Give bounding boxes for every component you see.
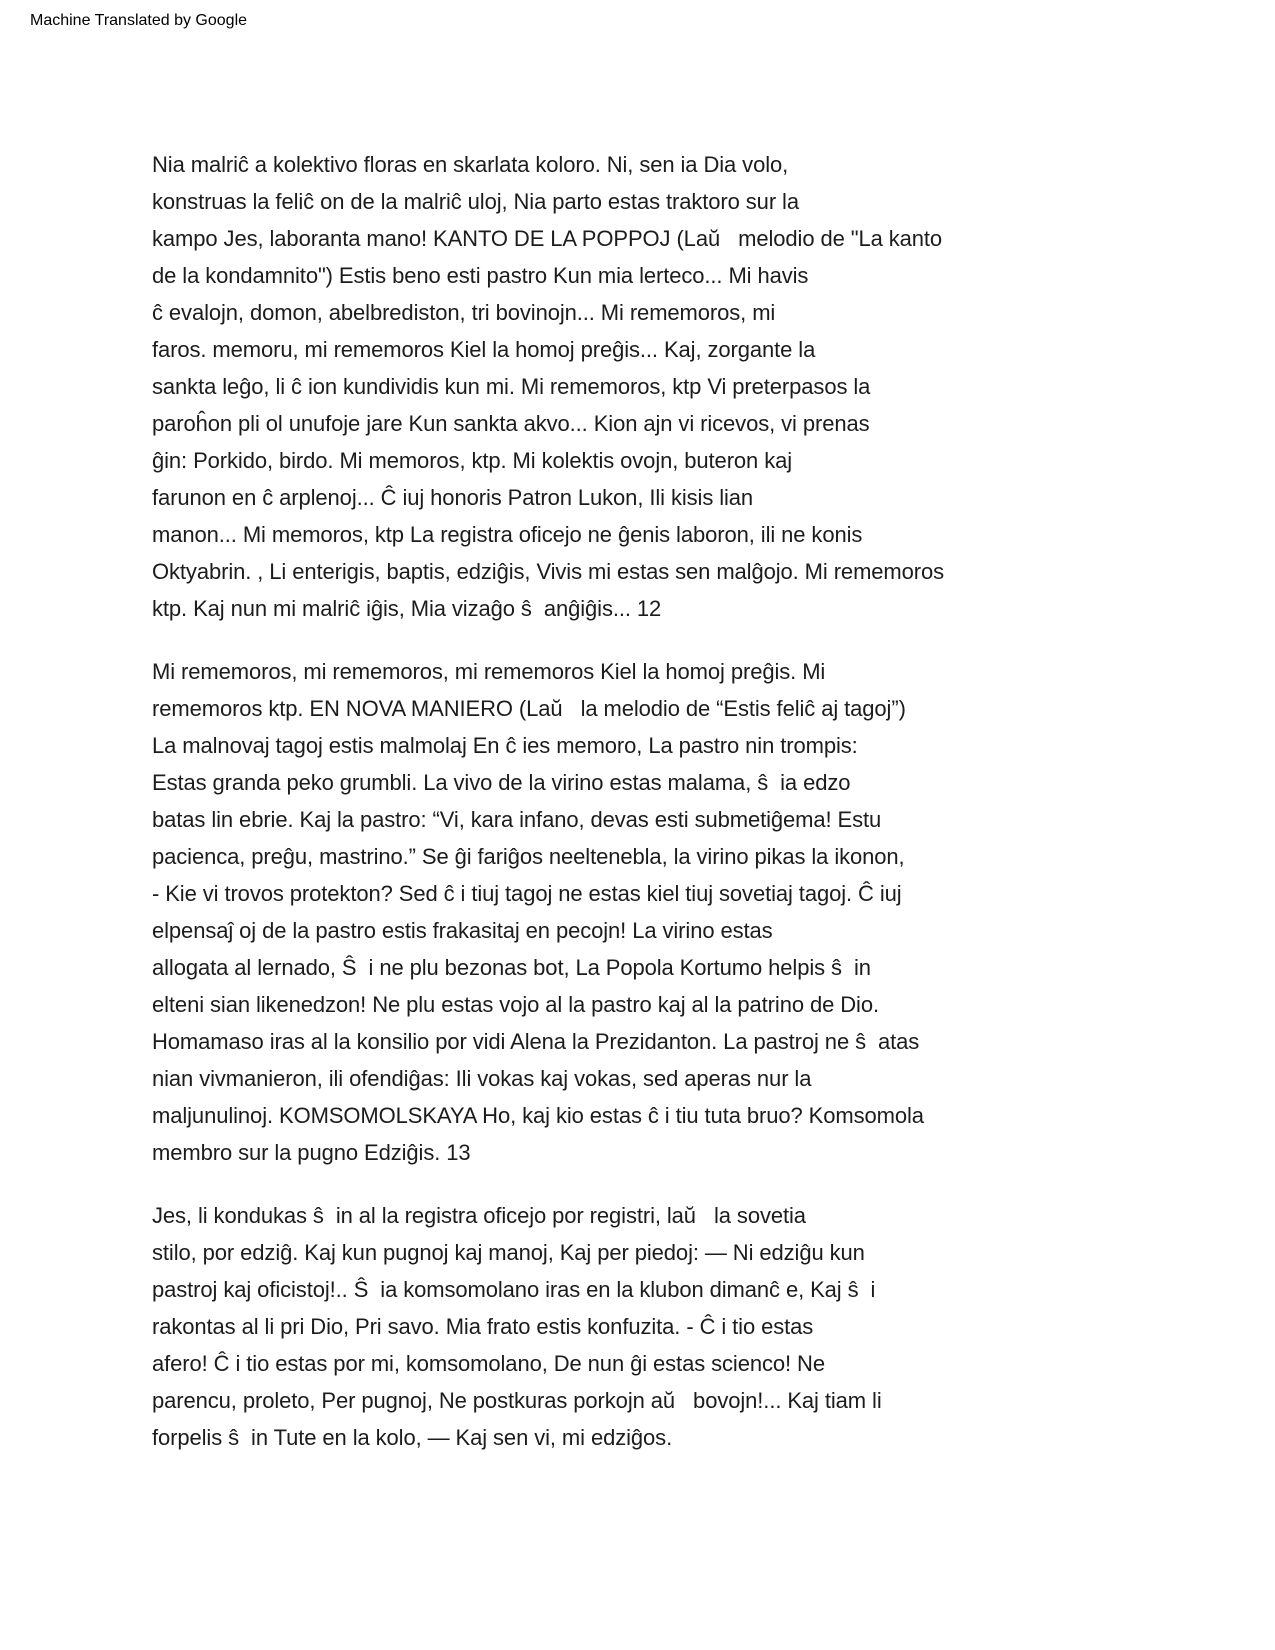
text-line: allogata al lernado, Ŝ i ne plu bezonas bot, La Popola Kortumo helpis ŝ in [152, 955, 871, 980]
text-line: pacienca, preĝu, mastrino.” Se ĝi fariĝos neeltenebla, la virino pikas la ikonon, [152, 844, 905, 869]
text-line: nian vivmanieron, ili ofendiĝas: Ili vokas kaj vokas, sed aperas nur la [152, 1066, 812, 1091]
text-line: La malnovaj tagoj estis malmolaj En ĉ ies memoro, La pastro nin trompis: [152, 733, 858, 758]
text-line: paroĥon pli ol unufoje jare Kun sankta akvo... Kion ajn vi ricevos, vi prenas [152, 411, 870, 436]
text-line: manon... Mi memoros, ktp La registra oficejo ne ĝenis laboron, ili ne konis [152, 522, 863, 547]
text-line: parencu, proleto, Per pugnoj, Ne postkuras porkojn aŭ bovojn!... Kaj tiam li [152, 1388, 882, 1413]
text-line: faros. memoru, mi rememoros Kiel la homoj preĝis... Kaj, zorgante la [152, 337, 816, 362]
text-line: pastroj kaj oficistoj!.. Ŝ ia komsomolano iras en la klubon dimanĉ e, Kaj ŝ i [152, 1277, 876, 1302]
paragraph-2 [152, 653, 1152, 1171]
paragraph-1 [152, 146, 1152, 627]
text-line: - Kie vi trovos protekton? Sed ĉ i tiuj tagoj ne estas kiel tiuj sovetiaj tagoj. Ĉ iuj [152, 881, 902, 906]
text-line: farunon en ĉ arplenoj... Ĉ iuj honoris Patron Lukon, Ili kisis lian [152, 485, 754, 510]
text-line: elteni sian likenedzon! Ne plu estas vojo al la pastro kaj al la patrino de Dio. [152, 992, 879, 1017]
paragraph-3 [152, 1197, 1152, 1456]
text-line: batas lin ebrie. Kaj la pastro: “Vi, kara infano, devas esti submetiĝema! Estu [152, 807, 882, 832]
text-line: Jes, li kondukas ŝ in al la registra oficejo por registri, laŭ la sovetia [152, 1203, 806, 1228]
text-line: maljunulinoj. KOMSOMOLSKAYA Ho, kaj kio estas ĉ i tiu tuta bruo? Komsomola [152, 1103, 924, 1128]
text-line: Oktyabrin. , Li enterigis, baptis, edziĝis, Vivis mi estas sen malĝojo. Mi rememoros [152, 559, 945, 584]
text-line: sankta leĝo, li ĉ ion kundividis kun mi. Mi rememoros, ktp Vi preterpasos la [152, 374, 871, 399]
text-line: Homamaso iras al la konsilio por vidi Alena la Prezidanton. La pastroj ne ŝ atas [152, 1029, 920, 1054]
text-line: konstruas la feliĉ on de la malriĉ uloj, Nia parto estas traktoro sur la [152, 189, 799, 214]
text-line: elpensaĵ oj de la pastro estis frakasitaj en pecojn! La virino estas [152, 918, 773, 943]
text-line: rakontas al li pri Dio, Pri savo. Mia frato estis konfuzita. - Ĉ i tio estas [152, 1314, 814, 1339]
text-line: membro sur la pugno Edziĝis. 13 [152, 1140, 471, 1165]
text-line: ktp. Kaj nun mi malriĉ iĝis, Mia vizaĝo ŝ anĝiĝis... 12 [152, 596, 662, 621]
text-line: forpelis ŝ in Tute en la kolo, — Kaj sen vi, mi edziĝos. [152, 1425, 673, 1450]
text-line: ĝin: Porkido, birdo. Mi memoros, ktp. Mi kolektis ovojn, buteron kaj [152, 448, 793, 473]
text-line: afero! Ĉ i tio estas por mi, komsomolano, De nun ĝi estas scienco! Ne [152, 1351, 825, 1376]
text-line: stilo, por edziĝ. Kaj kun pugnoj kaj manoj, Kaj per piedoj: — Ni edziĝu kun [152, 1240, 865, 1265]
document-content [152, 146, 1152, 1482]
text-line: Mi rememoros, mi rememoros, mi rememoros Kiel la homoj preĝis. Mi [152, 659, 826, 684]
machine-translated-watermark: Machine Translated by Google [30, 12, 248, 29]
text-line: de la kondamnito") Estis beno esti pastro Kun mia lerteco... Mi havis [152, 263, 809, 288]
text-line: kampo Jes, laboranta mano! KANTO DE LA POPPOJ (Laŭ melodio de "La kanto [152, 226, 943, 251]
text-line: ĉ evalojn, domon, abelbrediston, tri bovinojn... Mi rememoros, mi [152, 300, 776, 325]
text-line: rememoros ktp. EN NOVA MANIERO (Laŭ la melodio de “Estis feliĉ aj tagoj”) [152, 696, 906, 721]
text-line: Nia malriĉ a kolektivo floras en skarlata koloro. Ni, sen ia Dia volo, [152, 152, 789, 177]
text-line: Estas granda peko grumbli. La vivo de la virino estas malama, ŝ ia edzo [152, 770, 851, 795]
